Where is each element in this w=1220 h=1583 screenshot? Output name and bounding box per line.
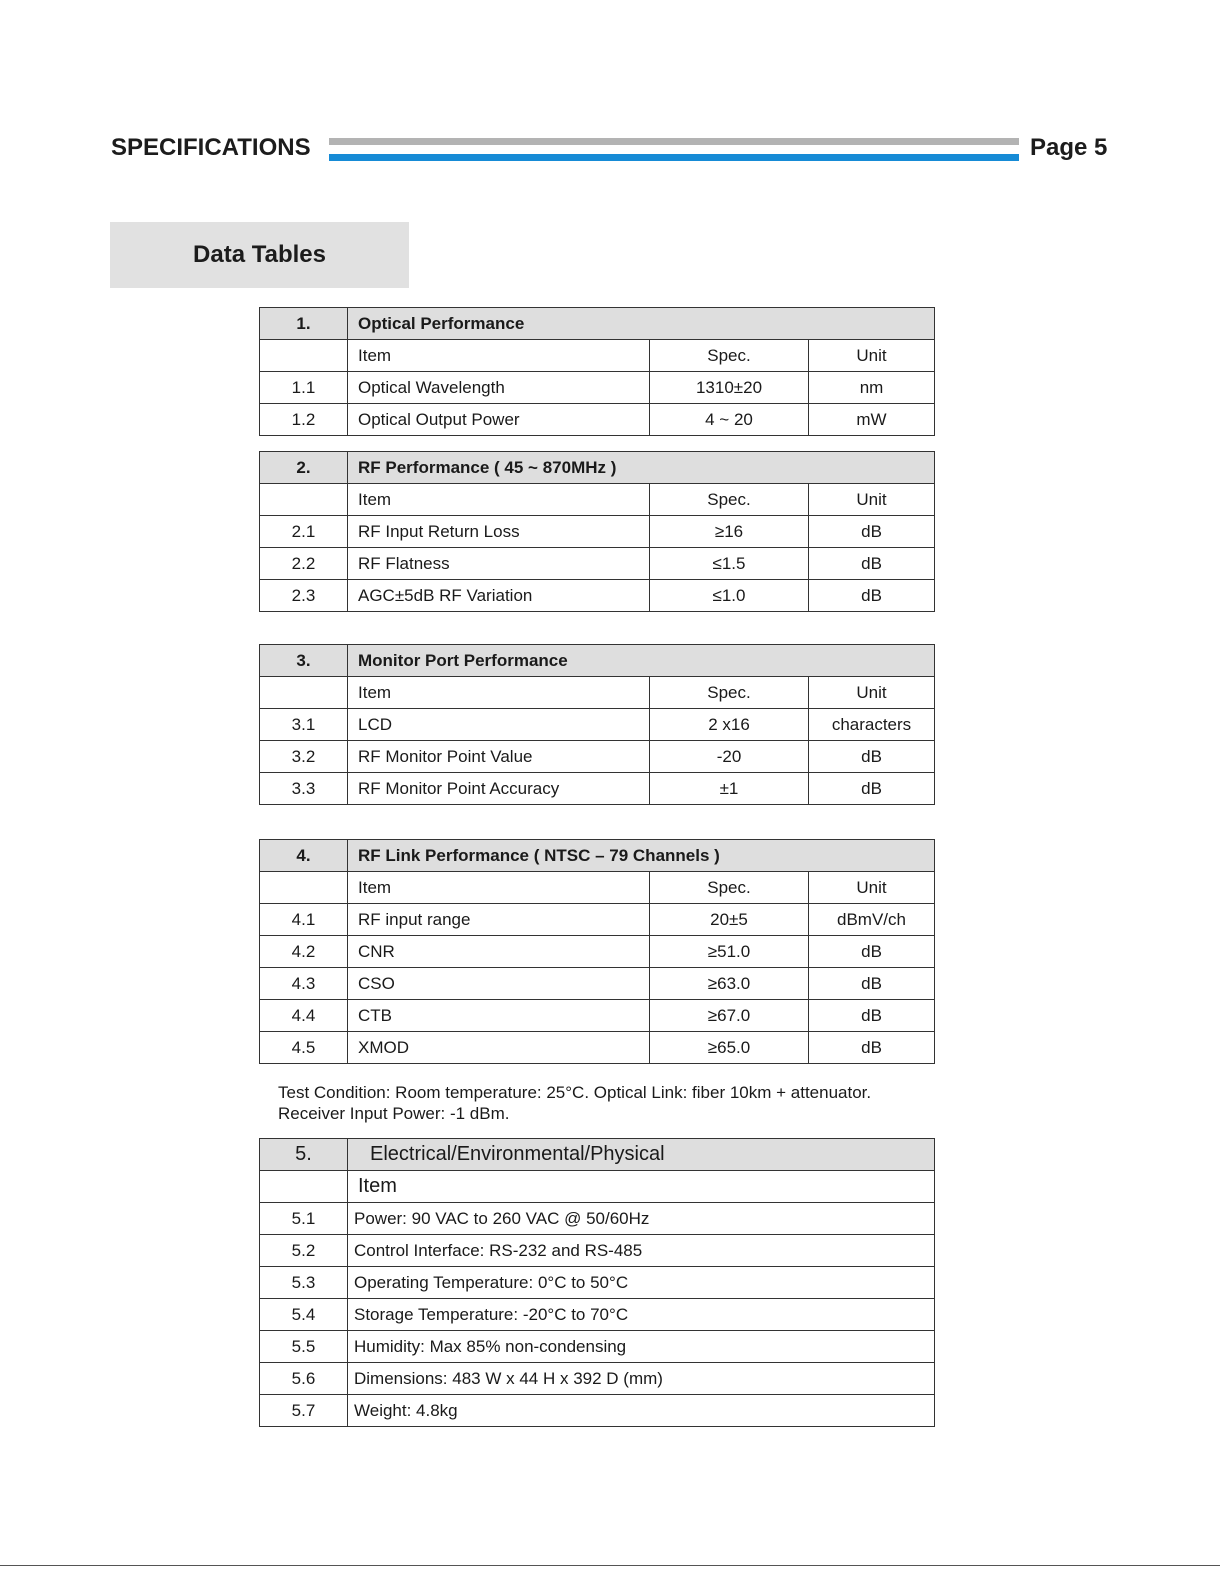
row-spec: ≤1.5 [650,548,809,580]
test-condition-note [278,1082,978,1124]
row-unit: dBmV/ch [809,904,935,936]
row-number: 5.5 [260,1331,348,1363]
table-row [260,773,935,805]
row-text: Humidity: Max 85% non-condensing [348,1331,935,1363]
table-row [260,1267,935,1299]
table-row [260,1235,935,1267]
row-unit: dB [809,1032,935,1064]
row-number: 5.4 [260,1299,348,1331]
row-text: Storage Temperature: -20°C to 70°C [348,1299,935,1331]
row-item: CNR [348,936,650,968]
table-row [260,404,935,436]
table-header-row [260,452,935,484]
row-number: 2.1 [260,516,348,548]
table-row [260,1331,935,1363]
table-number: 4. [260,840,348,872]
column-header-unit: Unit [809,677,935,709]
row-unit: dB [809,516,935,548]
row-number: 4.3 [260,968,348,1000]
row-number: 1.1 [260,372,348,404]
row-number: 5.2 [260,1235,348,1267]
row-item: XMOD [348,1032,650,1064]
table-row [260,1032,935,1064]
table-row [260,936,935,968]
table-header-row [260,645,935,677]
table-row [260,516,935,548]
row-spec: ≥65.0 [650,1032,809,1064]
column-header-row [260,340,935,372]
rf-link-table [259,839,935,1064]
header-rule-blue [329,154,1019,161]
table-number: 2. [260,452,348,484]
column-header-item: Item [348,1171,935,1203]
row-number: 4.5 [260,1032,348,1064]
row-text: Control Interface: RS-232 and RS-485 [348,1235,935,1267]
row-item: Optical Wavelength [348,372,650,404]
row-spec: 2 x16 [650,709,809,741]
row-item: RF Input Return Loss [348,516,650,548]
monitor-port-table [259,644,935,805]
table-row [260,580,935,612]
row-spec: 4 ~ 20 [650,404,809,436]
column-header-item: Item [348,484,650,516]
table-title: Optical Performance [348,308,935,340]
table-number: 3. [260,645,348,677]
row-number: 5.1 [260,1203,348,1235]
row-spec: ≥63.0 [650,968,809,1000]
row-number: 5.7 [260,1395,348,1427]
row-item: AGC±5dB RF Variation [348,580,650,612]
header-rule-gray [329,138,1019,145]
table-row [260,1395,935,1427]
test-condition-line-2: Receiver Input Power: -1 dBm. [278,1104,510,1123]
table-row [260,1299,935,1331]
column-header-item: Item [348,677,650,709]
row-number: 2.2 [260,548,348,580]
row-text: Weight: 4.8kg [348,1395,935,1427]
row-number: 3.2 [260,741,348,773]
row-text: Power: 90 VAC to 260 VAC @ 50/60Hz [348,1203,935,1235]
column-header-unit: Unit [809,872,935,904]
row-spec: ≥67.0 [650,1000,809,1032]
row-item: RF Monitor Point Value [348,741,650,773]
column-header-row [260,1171,935,1203]
electrical-environmental-physical-table [259,1138,935,1427]
row-spec: 20±5 [650,904,809,936]
column-header-unit: Unit [809,340,935,372]
row-spec: ±1 [650,773,809,805]
column-header-spec: Spec. [650,872,809,904]
row-spec: ≤1.0 [650,580,809,612]
row-number: 4.2 [260,936,348,968]
page-title: SPECIFICATIONS [111,134,311,161]
table-row [260,1203,935,1235]
row-item: CTB [348,1000,650,1032]
row-number: 1.2 [260,404,348,436]
column-header-row [260,872,935,904]
page-bottom-rule [0,1565,1220,1566]
row-number: 3.3 [260,773,348,805]
table-title: RF Link Performance ( NTSC – 79 Channels ) [348,840,935,872]
row-item: Optical Output Power [348,404,650,436]
table-row [260,548,935,580]
table-row [260,372,935,404]
row-unit: dB [809,936,935,968]
optical-performance-table [259,307,935,436]
row-number: 5.3 [260,1267,348,1299]
row-item: RF Flatness [348,548,650,580]
table-number: 5. [260,1139,348,1171]
row-unit: dB [809,968,935,1000]
table-title: Electrical/Environmental/Physical [348,1139,935,1171]
column-header-spec: Spec. [650,484,809,516]
column-header-spec: Spec. [650,677,809,709]
table-title: Monitor Port Performance [348,645,935,677]
row-item: RF Monitor Point Accuracy [348,773,650,805]
row-unit: dB [809,548,935,580]
row-number: 4.4 [260,1000,348,1032]
row-spec: -20 [650,741,809,773]
column-header-item: Item [348,340,650,372]
row-number: 3.1 [260,709,348,741]
row-text: Operating Temperature: 0°C to 50°C [348,1267,935,1299]
table-row [260,709,935,741]
row-text: Dimensions: 483 W x 44 H x 392 D (mm) [348,1363,935,1395]
table-title: RF Performance ( 45 ~ 870MHz ) [348,452,935,484]
table-header-row [260,308,935,340]
row-unit: mW [809,404,935,436]
row-unit: nm [809,372,935,404]
row-unit: dB [809,580,935,612]
row-unit: dB [809,1000,935,1032]
table-row [260,904,935,936]
rf-performance-table [259,451,935,612]
table-header-row [260,1139,935,1171]
page-number: Page 5 [1030,134,1108,161]
row-spec: ≥16 [650,516,809,548]
column-header-unit: Unit [809,484,935,516]
table-number: 1. [260,308,348,340]
row-unit: dB [809,741,935,773]
row-number: 4.1 [260,904,348,936]
column-header-spec: Spec. [650,340,809,372]
table-row [260,968,935,1000]
row-item: CSO [348,968,650,1000]
column-header-row [260,677,935,709]
row-spec: ≥51.0 [650,936,809,968]
test-condition-line-1: Test Condition: Room temperature: 25°C. Optical Link: fiber 10km + attenuator. [278,1083,872,1102]
table-header-row [260,840,935,872]
column-header-row [260,484,935,516]
row-item: RF input range [348,904,650,936]
column-header-item: Item [348,872,650,904]
row-number: 2.3 [260,580,348,612]
row-number: 5.6 [260,1363,348,1395]
section-heading-box [110,222,409,288]
table-row [260,1000,935,1032]
section-heading: Data Tables [193,241,326,268]
row-spec: 1310±20 [650,372,809,404]
table-row [260,1363,935,1395]
row-unit: dB [809,773,935,805]
row-item: LCD [348,709,650,741]
row-unit: characters [809,709,935,741]
table-row [260,741,935,773]
